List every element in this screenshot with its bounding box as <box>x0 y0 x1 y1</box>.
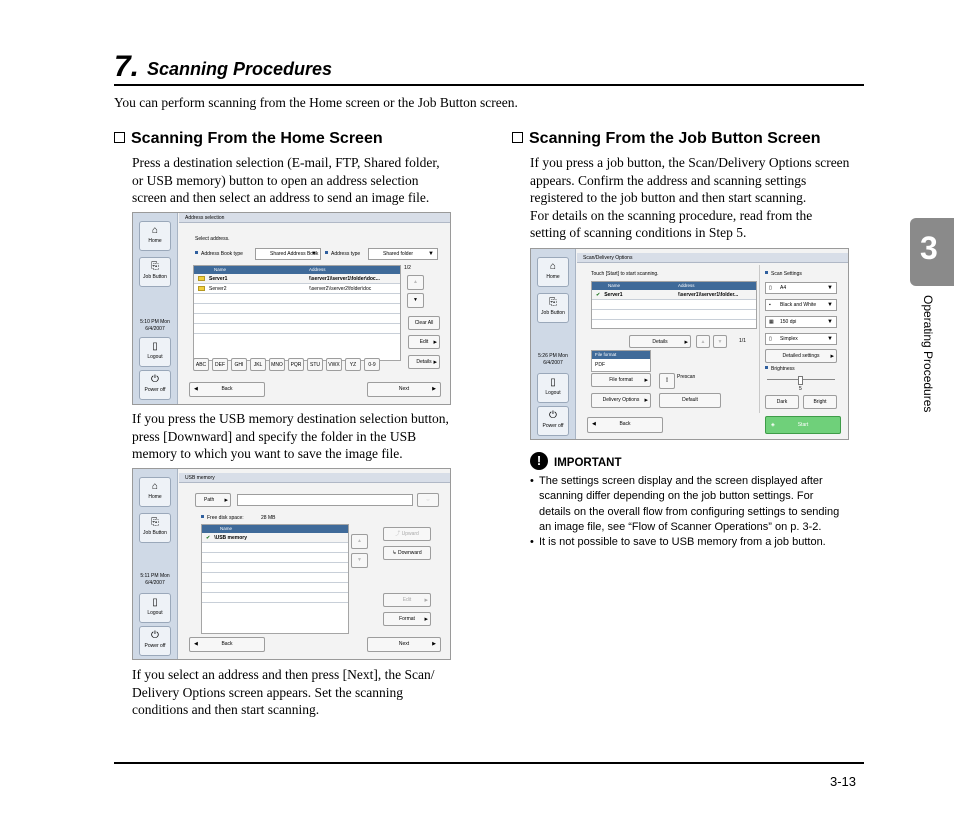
logout-icon: ▯ <box>152 597 158 608</box>
clear-all-button[interactable]: Clear All <box>408 316 440 330</box>
text-line: Delivery Options screen appears. Set the scanning <box>132 684 404 700</box>
screen-title: Address selection <box>179 213 450 223</box>
list-header: Name Address <box>194 266 400 274</box>
index-abc-button[interactable]: ABC <box>193 358 209 371</box>
text-line: an image file, see “Flow of Scanner Operations” on p. 3-2. <box>539 520 822 533</box>
list-item[interactable] <box>592 310 756 320</box>
left-panel <box>133 469 178 659</box>
start-icon: ◈ <box>771 422 775 428</box>
resolution-select[interactable]: ▦ 150 dpi ▼ <box>765 316 837 328</box>
text-line: conditions and then start scanning. <box>132 702 320 718</box>
logout-icon: ▯ <box>152 341 158 352</box>
edit-button[interactable]: Edit ▸ <box>383 593 431 607</box>
checkbox-bullet-icon <box>512 132 523 143</box>
text-line: details on the overall flow from configuring settings to sending <box>539 505 840 518</box>
left-arrow-icon: ◀ <box>194 641 198 647</box>
downward-icon: ↳ <box>392 550 398 556</box>
list-item[interactable]: ✔ \USB memory <box>202 533 348 543</box>
screen-title: Scan/Delivery Options <box>577 253 848 263</box>
back-button[interactable]: ◀ Back <box>587 417 663 433</box>
chapter-title: Scanning Procedures <box>147 59 333 79</box>
power-off-button[interactable]: ⏻ Power off <box>139 370 171 400</box>
free-space-value: 28 MB <box>261 515 276 521</box>
text-line: registered to the job button and then start scanning. <box>530 190 807 206</box>
home-paragraph-1 <box>132 154 440 207</box>
list-item[interactable] <box>202 553 348 563</box>
path-button[interactable]: Path ▸ <box>195 493 231 507</box>
list-item[interactable] <box>202 593 348 603</box>
list-item[interactable]: ✔ Server1 \\server1\\server1\folder... <box>592 290 756 300</box>
logout-button[interactable]: ▯ Logout <box>537 373 569 403</box>
bullet-icon <box>765 366 768 369</box>
default-button[interactable]: Default <box>659 393 721 408</box>
book-type-select[interactable]: Shared Address Book ▼ <box>255 248 321 260</box>
dark-button[interactable]: Dark <box>765 395 799 409</box>
job-button[interactable]: ⎘ Job Button <box>139 257 171 287</box>
text-line: If you select an address and then press [Next], the Scan/ <box>132 667 435 682</box>
side-label-text: Operating Procedures <box>921 295 935 413</box>
next-button[interactable]: Next ▶ <box>367 382 441 397</box>
home-paragraph-2 <box>132 410 449 463</box>
path-field[interactable] <box>237 494 413 506</box>
back-button[interactable]: ◀ Back <box>189 382 265 397</box>
logout-button[interactable]: ▯ Logout <box>139 337 171 367</box>
bright-button[interactable]: Bright <box>803 395 837 409</box>
list-header: Name Address <box>592 282 756 290</box>
list-item[interactable] <box>194 324 400 334</box>
index-mno-button[interactable]: MNO <box>269 358 285 371</box>
chapter-tab <box>910 218 954 286</box>
job-icon: ⎘ <box>151 261 159 272</box>
destination-list <box>591 281 757 329</box>
address-selection-screenshot <box>132 212 451 405</box>
index-yz-button[interactable]: YZ <box>345 358 361 371</box>
back-button[interactable]: ◀ Back <box>189 637 265 652</box>
text-line: press [Downward] and specify the folder in the USB <box>132 428 417 444</box>
bullet-icon <box>195 251 198 254</box>
job-section-heading <box>512 130 821 148</box>
address-type-label: Address type <box>325 250 360 258</box>
scroll-up-button[interactable]: ▲ <box>407 275 424 290</box>
file-format-button[interactable]: File format ▸ <box>591 373 651 387</box>
power-icon: ⏻ <box>549 410 557 421</box>
index-09-button[interactable]: 0-9 <box>364 358 380 371</box>
right-arrow-icon: ▶ <box>432 641 436 647</box>
path-clear-button[interactable]: ⇔ <box>417 493 439 507</box>
text-line: It is not possible to save to USB memory from a job button. <box>539 536 826 548</box>
prescan-label: Prescan <box>677 374 696 380</box>
usb-memory-screenshot <box>132 468 451 660</box>
free-space-label: Free disk space: <box>201 514 244 522</box>
upward-icon: ⤴ <box>395 531 402 537</box>
color-mode-icon: ▪ <box>769 302 771 308</box>
important-heading: IMPORTANT <box>554 457 622 469</box>
page-indicator: 1/1 <box>739 338 746 344</box>
file-format-value: PDF <box>595 362 605 368</box>
left-panel <box>133 213 178 404</box>
text-line: memory to which you want to save the image file. <box>132 446 403 462</box>
text-line: The settings screen display and the screen displayed after <box>539 475 823 487</box>
brightness-value: 5 <box>799 386 802 392</box>
text-line: scanning differ depending on the job button settings. For <box>539 490 814 503</box>
folder-icon <box>198 276 205 281</box>
power-off-button[interactable]: ⏻ Power off <box>139 626 171 656</box>
job-button[interactable]: ⎘ Job Button <box>139 513 171 543</box>
upward-button[interactable]: ⤴ Upward <box>383 527 431 541</box>
index-stu-button[interactable]: STU <box>307 358 323 371</box>
details-button[interactable]: Details ▸ <box>629 335 691 348</box>
bullet-icon <box>325 251 328 254</box>
details-button[interactable]: Details ▸ <box>408 355 440 369</box>
list-item[interactable] <box>202 573 348 583</box>
list-item[interactable]: Server2 \\server2\\server2\folder\doc <box>194 284 400 294</box>
job-button[interactable]: ⎘ Job Button <box>537 293 569 323</box>
job-heading-text: Scanning From the Job Button Screen <box>529 130 821 147</box>
book-type-label: Address Book type <box>195 250 243 258</box>
file-format-box <box>591 350 651 372</box>
text-line: Press a destination selection (E-mail, FTP, Shared folder, <box>132 155 440 170</box>
home-icon: ⌂ <box>151 481 159 492</box>
delivery-options-button[interactable]: Delivery Options ▸ <box>591 393 651 408</box>
home-button[interactable]: ⌂ Home <box>139 221 171 251</box>
home-heading-text: Scanning From the Home Screen <box>131 130 383 147</box>
index-vwx-button[interactable]: VWX <box>326 358 342 371</box>
prescan-button[interactable] <box>659 373 675 389</box>
list-item[interactable] <box>202 543 348 553</box>
logout-icon: ▯ <box>550 377 556 388</box>
left-arrow-icon: ◀ <box>592 421 596 427</box>
power-icon: ⏻ <box>151 630 159 641</box>
scroll-down-button[interactable]: ▼ <box>713 335 727 348</box>
prescan-icon: ▯ <box>665 377 669 383</box>
chapter-tab-number: 3 <box>920 230 938 266</box>
color-mode-select[interactable]: ▪ Black and White ▼ <box>765 299 837 311</box>
folder-icon <box>198 286 205 291</box>
scan-side-select[interactable]: ▯ Simplex ▼ <box>765 333 837 345</box>
list-item[interactable] <box>194 314 400 324</box>
job-icon: ⎘ <box>549 297 557 308</box>
index-pqr-button[interactable]: PQR <box>288 358 304 371</box>
resolution-icon: ▦ <box>769 319 774 325</box>
list-item[interactable] <box>202 563 348 573</box>
text-line: If you press a job button, the Scan/Delivery Options screen <box>530 155 850 170</box>
check-icon: ✔ <box>206 535 211 541</box>
edit-button[interactable]: Edit ▸ <box>408 335 440 349</box>
index-def-button[interactable]: DEF <box>212 358 228 371</box>
index-jkl-button[interactable]: JKL <box>250 358 266 371</box>
screen-title: USB memory <box>179 473 450 483</box>
home-section-heading <box>114 130 383 148</box>
power-off-button[interactable]: ⏻ Power off <box>537 406 569 436</box>
list-item[interactable] <box>202 583 348 593</box>
format-button[interactable]: Format ▸ <box>383 612 431 626</box>
touch-start-text: Touch [Start] to start scanning. <box>591 271 659 277</box>
text-line: setting of scanning conditions in Step 5. <box>530 225 747 241</box>
scroll-down-button[interactable]: ▼ <box>407 293 424 308</box>
usb-folder-list <box>201 524 349 634</box>
text-line: If you press the USB memory destination selection button, <box>132 411 449 426</box>
list-header: Name <box>202 525 348 533</box>
list-item[interactable]: Server1 \\server1\\server1\folder\doc... <box>194 274 400 284</box>
scroll-up-button[interactable]: ▲ <box>351 534 368 549</box>
downward-button[interactable]: ↳ Downward <box>383 546 431 560</box>
job-icon: ⎘ <box>151 517 159 528</box>
footer-rule <box>114 762 864 764</box>
address-list <box>193 265 401 361</box>
job-paragraph-1 <box>530 154 849 242</box>
clock: 5:26 PM Mon 6/4/2007 <box>538 353 568 366</box>
logout-button[interactable]: ▯ Logout <box>139 593 171 623</box>
index-ghi-button[interactable]: GHI <box>231 358 247 371</box>
check-icon: ✔ <box>596 292 601 298</box>
chapter-heading <box>114 50 864 86</box>
next-button[interactable]: Next ▶ <box>367 637 441 652</box>
brightness-label: Brightness <box>765 365 795 373</box>
list-item[interactable] <box>592 300 756 310</box>
scroll-up-button[interactable]: ▲ <box>696 335 710 348</box>
intro-text: You can perform scanning from the Home screen or the Job Button screen. <box>114 95 518 110</box>
warning-icon: ! <box>530 452 548 470</box>
address-type-select[interactable]: Shared folder ▼ <box>368 248 438 260</box>
page-size-select[interactable]: ▯ A4 ▼ <box>765 282 837 294</box>
checkbox-bullet-icon <box>114 132 125 143</box>
chapter-number: 7. <box>114 50 140 83</box>
side-label <box>918 295 940 455</box>
start-button[interactable]: ◈ Start <box>765 416 841 434</box>
simplex-icon: ▯ <box>769 336 772 342</box>
text-line: appears. Confirm the address and scanning settings <box>530 172 807 188</box>
page-icon: ▯ <box>769 285 772 291</box>
scan-settings-label: Scan Settings <box>765 270 802 278</box>
scan-delivery-options-screenshot <box>530 248 849 440</box>
list-item[interactable] <box>194 294 400 304</box>
divider <box>759 265 760 413</box>
file-format-label: File format <box>592 351 650 359</box>
select-address-label: Select address. <box>195 236 230 242</box>
text-line: screen and then select an address to send an image file. <box>132 190 430 206</box>
power-icon: ⏻ <box>151 374 159 385</box>
page-indicator: 1/2 <box>404 265 411 271</box>
home-button[interactable]: ⌂ Home <box>139 477 171 507</box>
page-number: 3-13 <box>830 774 857 789</box>
brightness-slider-handle[interactable] <box>798 376 803 385</box>
home-paragraph-3 <box>132 666 435 719</box>
bullet-icon <box>201 515 204 518</box>
home-button[interactable]: ⌂ Home <box>537 257 569 287</box>
detailed-settings-button[interactable]: Detailed settings ▸ <box>765 349 837 363</box>
bullet-icon <box>765 271 768 274</box>
home-icon: ⌂ <box>151 225 159 236</box>
left-panel <box>531 249 576 439</box>
text-line: or USB memory) button to open an address selection <box>132 172 419 188</box>
clock: 5:11 PM Mon 6/4/2007 <box>140 573 170 586</box>
clock: 5:10 PM Mon 6/4/2007 <box>140 319 170 332</box>
left-arrow-icon: ◀ <box>194 386 198 392</box>
home-icon: ⌂ <box>549 261 557 272</box>
text-line: For details on the scanning procedure, read from the <box>530 207 813 223</box>
list-item[interactable] <box>194 304 400 314</box>
scroll-down-button[interactable]: ▼ <box>351 553 368 568</box>
right-arrow-icon: ▶ <box>432 386 436 392</box>
